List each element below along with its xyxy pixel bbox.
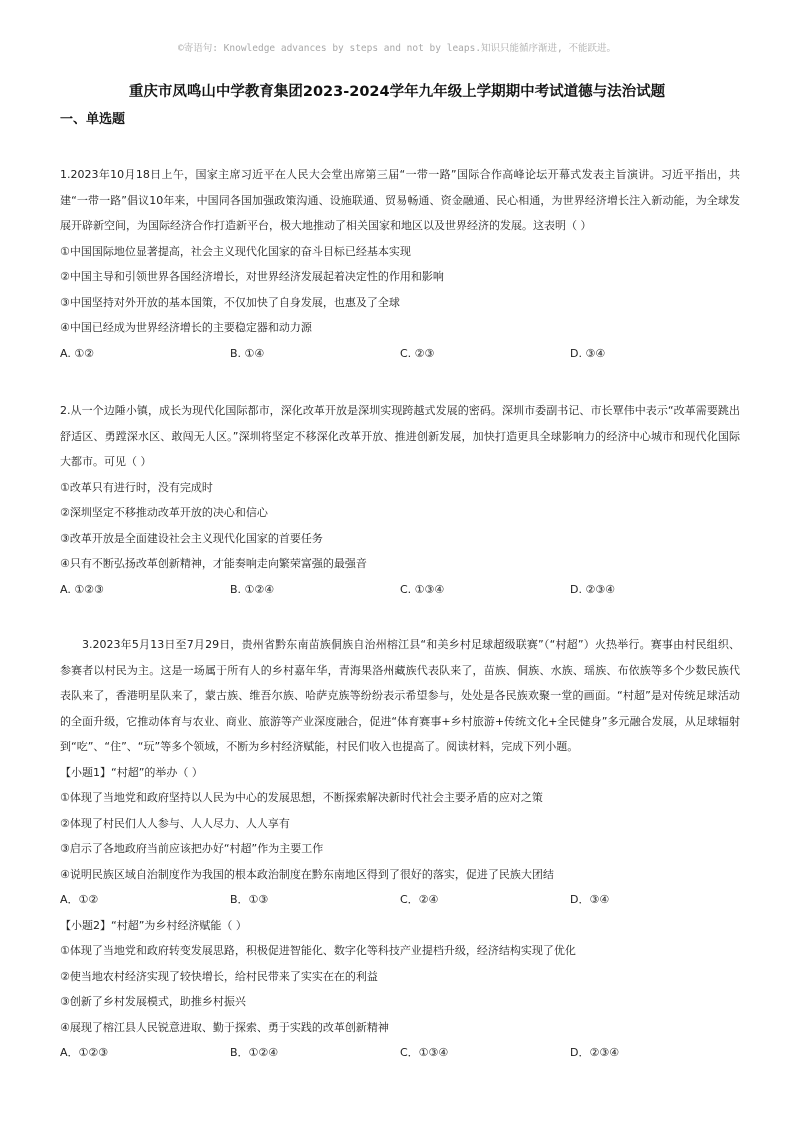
subquestion-1-options — [60, 887, 740, 913]
option-b[interactable]: B. ①④ — [230, 346, 265, 360]
subquestion-2-options — [60, 1040, 740, 1066]
option-a[interactable]: A．①② — [60, 893, 99, 906]
option-c[interactable]: C. ②③ — [400, 346, 435, 360]
page-motto: ©寄语句: Knowledge advances by steps and not by leaps.知识只能循序渐进, 不能跃进。 — [178, 43, 616, 54]
question-1-options — [60, 341, 740, 367]
option-c[interactable]: C．②④ — [400, 893, 439, 906]
question-2-item: ②深圳坚定不移推动改革开放的决心和信心 — [60, 506, 268, 519]
option-b[interactable]: B．①②④ — [230, 1046, 279, 1059]
question-3 — [60, 632, 740, 1066]
question-1-item: ②中国主导和引领世界各国经济增长，对世界经济发展起着决定性的作用和影响 — [60, 270, 444, 283]
subquestion-1-stem: 【小题1】“村超”的举办（ ） — [60, 765, 203, 779]
question-1-item: ①中国国际地位显著提高，社会主义现代化国家的奋斗目标已经基本实现 — [60, 244, 411, 258]
question-2 — [60, 398, 740, 602]
question-2-item: ③改革开放是全面建设社会主义现代化国家的首要任务 — [60, 531, 323, 545]
subquestion-1-item: ③启示了各地政府当前应该把办好“村超”作为主要工作 — [60, 842, 324, 855]
subquestion-2-item: ①体现了当地党和政府转变发展思路，积极促进智能化、数字化等科技产业提档升级，经济结构实现了优化 — [60, 944, 576, 957]
question-2-item: ①改革只有进行时，没有完成时 — [60, 480, 213, 494]
question-1-stem: 1.2023年10月18日上午，国家主席习近平在人民大会堂出席第三届“一带一路”国际合作高峰论坛开幕式发表主旨演讲。习近平指出，共建“一带一路”倡议10年来，中国同各国加强政策沟通、设施联通、贸易畅通、资金融通、民心相通，为世界经济增长注入新动能，为全球发展开辟新空间，为国际经济合作打造新平台，极大地推动了相关国家和地区以及世界经济的发展。这表明（ ） — [60, 168, 740, 232]
subquestion-1-item: ①体现了当地党和政府坚持以人民为中心的发展思想，不断探索解决新时代社会主要矛盾的应对之策 — [60, 791, 543, 804]
question-1 — [60, 162, 740, 366]
question-1-item: ④中国已经成为世界经济增长的主要稳定器和动力源 — [60, 321, 312, 334]
subquestion-1-item: ④说明民族区域自治制度作为我国的根本政治制度在黔东南地区得到了很好的落实，促进了民族大团结 — [60, 867, 554, 881]
subquestion-2-stem: 【小题2】“村超”为乡村经济赋能（ ） — [60, 918, 247, 932]
option-d[interactable]: D. ③④ — [570, 346, 606, 360]
option-b[interactable]: B. ①②④ — [230, 582, 275, 596]
question-3-stem: 3.2023年5月13日至7月29日，贵州省黔东南苗族侗族自治州榕江县“和美乡村足球超级联赛”（“村超”）火热举行。赛事由村民组织、参赛者以村民为主。这是一场属于所有人的乡村嘉年华，青海果洛州藏族代表队来了，苗族、侗族、水族、瑶族、布依族等多个少数民族代表队来了，香港明星队来了，蒙古族、维吾尔族、哈萨克族等纷纷表示希望参与，处处是各民族欢聚一堂的画面。“村超”是对传统足球活动的全面升级，它推动体育与农业、商业、旅游等产业深度融合，促进“体育赛事+乡村旅游+传统文化+全民健身”多元融合发展，从足球辐射到“吃”、“住”、“玩”等多个领域，不断为乡村经济赋能，村民们收入也提高了。阅读材料，完成下列小题。 — [60, 638, 740, 753]
option-d[interactable]: D．②③④ — [570, 1046, 620, 1059]
option-c[interactable]: C. ①③④ — [400, 582, 445, 596]
question-2-item: ④只有不断弘扬改革创新精神，才能奏响走向繁荣富强的最强音 — [60, 557, 367, 570]
question-2-options — [60, 577, 740, 603]
option-d[interactable]: D．③④ — [570, 893, 610, 906]
question-2-stem: 2.从一个边陲小镇，成长为现代化国际都市，深化改革开放是深圳实现跨越式发展的密码。深圳市委副书记、市长覃伟中表示“改革需要跳出舒适区、勇蹚深水区、敢闯无人区。”深圳将坚定不移深化改革开放、推进创新发展，加快打造更具全球影响力的经济中心城市和现代化国际大都市。可见（ ） — [60, 404, 740, 468]
section-heading: 一、单选题 — [60, 112, 126, 127]
subquestion-1-item: ②体现了村民们人人参与、人人尽力、人人享有 — [60, 816, 290, 830]
option-a[interactable]: A．①②③ — [60, 1046, 109, 1059]
option-c[interactable]: C．①③④ — [400, 1046, 449, 1059]
page-title: 重庆市凤鸣山中学教育集团2023-2024学年九年级上学期期中考试道德与法治试题 — [128, 84, 666, 100]
subquestion-2-item: ②使当地农村经济实现了较快增长，给村民带来了实实在在的利益 — [60, 969, 378, 983]
question-1-item: ③中国坚持对外开放的基本国策，不仅加快了自身发展，也惠及了全球 — [60, 295, 400, 309]
option-b[interactable]: B．①③ — [230, 893, 269, 906]
option-a[interactable]: A. ①② — [60, 346, 95, 360]
subquestion-2-item: ④展现了榕江县人民锐意进取、勤于探索、勇于实践的改革创新精神 — [60, 1020, 389, 1034]
subquestion-2-item: ③创新了乡村发展模式，助推乡村振兴 — [60, 995, 246, 1008]
option-d[interactable]: D. ②③④ — [570, 582, 616, 596]
option-a[interactable]: A. ①②③ — [60, 582, 104, 596]
